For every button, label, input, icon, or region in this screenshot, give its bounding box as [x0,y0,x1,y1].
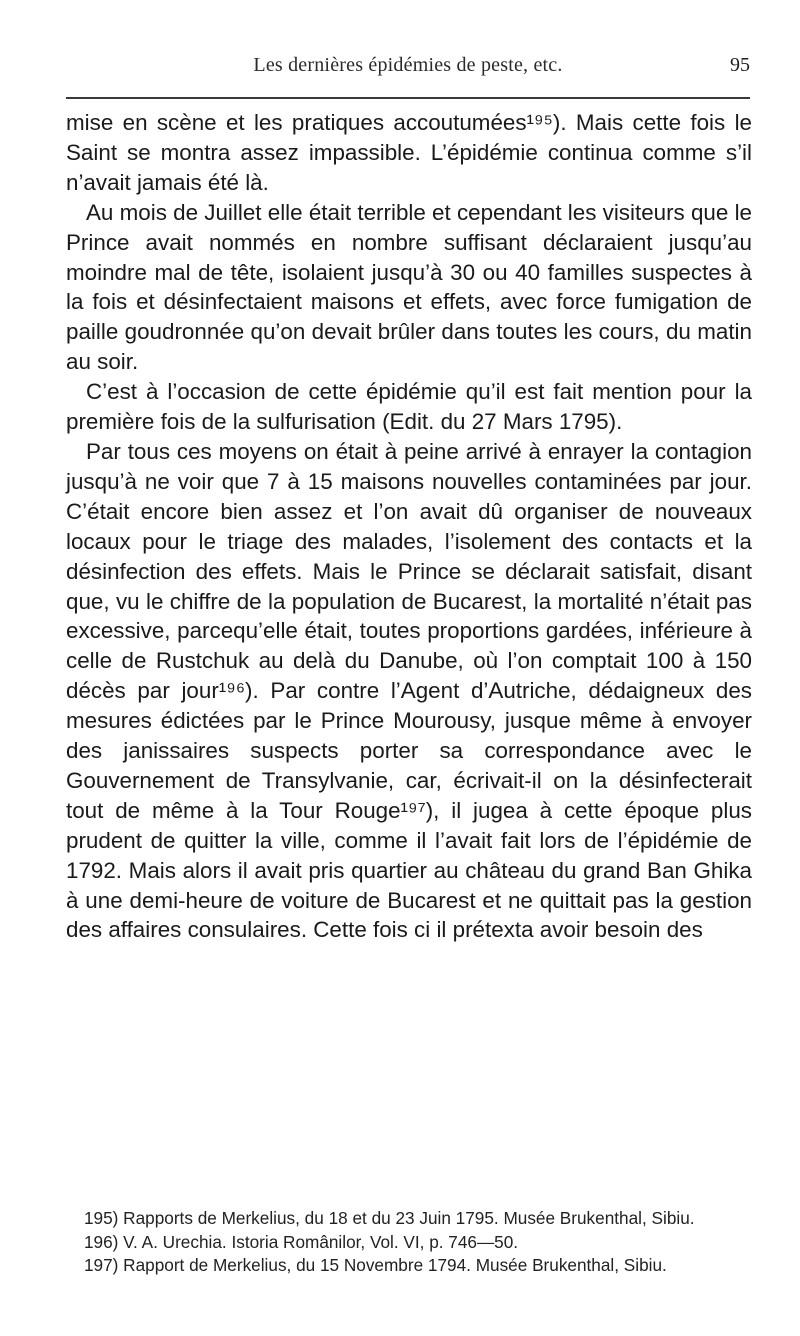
body-text [66,108,752,945]
page-header [66,54,750,94]
footnote: 196) V. A. Urechia. Istoria Românilor, Vol. VI, p. 746—50. [84,1231,519,1252]
footnotes [66,1207,752,1278]
header-rule [66,97,750,99]
running-title: Les dernières épidémies de peste, etc. [253,54,563,76]
paragraph: C’est à l’occasion de cette épidémie qu’il est fait mention pour la première fois de la sulfurisation (Edit. du 27 Mars 1795). [66,379,752,435]
footnote: 197) Rapport de Merkelius, du 15 Novembre 1794. Musée Brukenthal, Sibiu. [84,1255,667,1275]
paragraph: Au mois de Juillet elle était terrible et cependant les visiteurs que le Prince avait nommés en nombre suffisant déclaraient jusqu’au moindre mal de tête, isolaient jusqu’à 30 ou 40 familles suspectes à la fois et désinfectaient maisons et effets, avec force fumigation de paille goudronnée qu’on devait brûler dans toutes les cours, du matin au soir. [66,199,752,375]
page-number: 95 [730,54,750,76]
paragraph: mise en scène et les pratiques accoutumées¹⁹⁵). Mais cette fois le Saint se montra assez impassible. L’épidémie continua comme s’il n’avait jamais été là. [66,110,752,195]
footnote: 195) Rapports de Merkelius, du 18 et du 23 Juin 1795. Musée Brukenthal, Sibiu. [84,1208,695,1228]
paragraph: Par tous ces moyens on était à peine arrivé à enrayer la contagion jusqu’à ne voir que 7 à 15 maisons nouvelles contaminées par jour. C’était encore bien assez et l’on avait dû organiser de nouveaux locaux pour le triage des malades, l’isolement des contacts et la désinfection des effets. Mais le Prince se déclarait satisfait, disant que, vu le chiffre de la population de Bucarest, la mortalité n’était pas excessive, parcequ’elle était, toutes proportions gardées, inférieure à celle de Rustchuk au delà du Danube, où l’on comptait 100 à 150 décès par jour¹⁹⁶). Par contre l’Agent d’Autriche, dédaigneux des mesures édictées par le Prince Mourousy, jusque même à envoyer des janissaires suspects porter sa correspondance avec le Gouvernement de Transylvanie, car, écrivait-il on la désinfecterait tout de même à la Tour Rouge¹⁹⁷), il jugea à cette époque plus prudent de quitter la ville, comme il l’avait fait lors de l’épidémie de 1792. Mais alors il avait pris quartier au château du grand Ban Ghika à une demi-heure de voiture de Bucarest et ne quittait pas la gestion des affaires consulaires. Cette fois ci il prétexta avoir besoin des [66,438,752,943]
